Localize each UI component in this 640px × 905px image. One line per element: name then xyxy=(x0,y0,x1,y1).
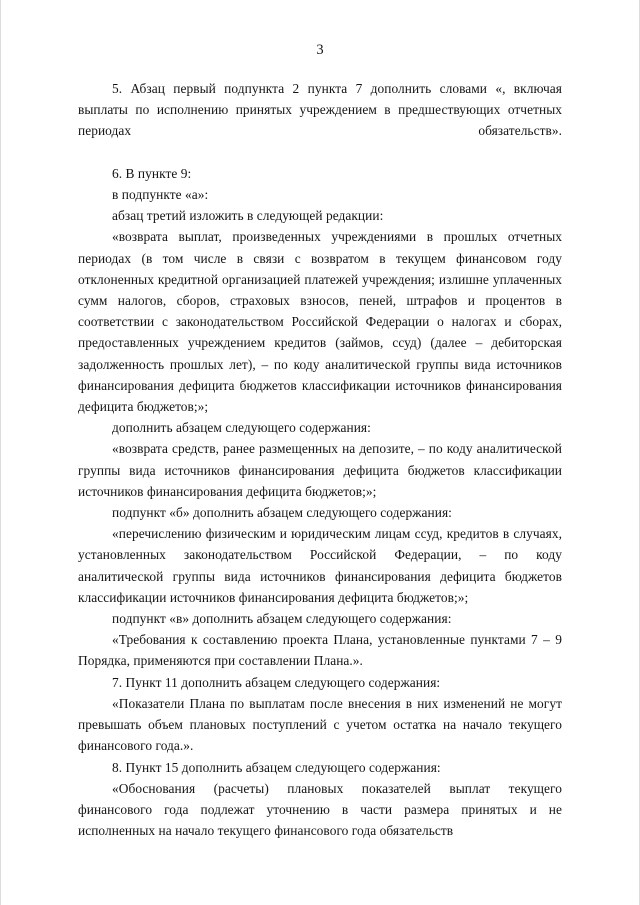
paragraph-abzac-3-body: «возврата выплат, произведенных учреждениями в прошлых отчетных периодах (в том числе в связи с возвратом в текущем финансовом году отклоненных кредитной организацией платежей учреждения; излишне уплаченных сумм налогов, сборов, страховых взносов, пеней, штрафов и процентов в соответствии с законодательством Российской Федерации о налогах и сборах, предоставленных учреждением кредитов (займов, ссуд) (далее – дебиторская задолженность прошлых лет), – по коду аналитической группы вида источников финансирования дефицита бюджетов классификации источников финансирования дефицита бюджетов;»; xyxy=(78,229,562,415)
paragraph-subitem-b-intro: подпункт «б» дополнить абзацем следующего содержания: xyxy=(112,505,452,521)
page-edge-left xyxy=(0,0,1,905)
paragraph-subitem-v-intro: подпункт «в» дополнить абзацем следующего содержания: xyxy=(112,611,452,627)
paragraph-dopolnit-1: дополнить абзацем следующего содержания: xyxy=(112,420,371,436)
document-body xyxy=(78,78,562,841)
paragraph-subitem-a: в подпункте «а»: xyxy=(112,187,209,203)
page-number: 3 xyxy=(316,42,324,58)
paragraph-item-7-body: «Показатели Плана по выплатам после внесения в них изменений не могут превышать объем плановых поступлений с учетом остатка на начало текущего финансового года.». xyxy=(78,695,562,754)
paragraph-deposit-body: «возврата средств, ранее размещенных на депозите, – по коду аналитической группы вида источников финансирования дефицита бюджетов классификации источников финансирования дефицита бюджетов;»; xyxy=(78,441,562,499)
paragraph-item-5: 5. Абзац первый подпункта 2 пункта 7 дополнить словами «, включая выплаты по исполнению принятых учреждением в предшествующих отчетных периодах обязательств». xyxy=(78,81,562,139)
paragraph-abzac-3-intro: абзац третий изложить в следующей редакции: xyxy=(112,208,384,224)
paragraph-item-8-body: «Обоснования (расчеты) плановых показателей выплат текущего финансового года подлежат уточнению в части размера принятых и не исполненных на начало текущего финансового года обязательств xyxy=(78,780,562,839)
paragraph-subitem-v-body: «Требования к составлению проекта Плана, установленные пунктами 7 – 9 Порядка, применяются при составлении Плана.». xyxy=(78,632,562,669)
paragraph-item-7: 7. Пункт 11 дополнить абзацем следующего содержания: xyxy=(112,674,441,690)
paragraph-item-8: 8. Пункт 15 дополнить абзацем следующего содержания: xyxy=(112,759,441,775)
paragraph-item-6: 6. В пункте 9: xyxy=(112,165,192,181)
paragraph-subitem-b-body: «перечислению физическим и юридическим лицам ссуд, кредитов в случаях, установленных законодательством Российской Федерации, – по коду аналитической группы вида источников финансирования дефицита бюджетов классификации источников финансирования дефицита бюджетов;»; xyxy=(78,526,562,605)
